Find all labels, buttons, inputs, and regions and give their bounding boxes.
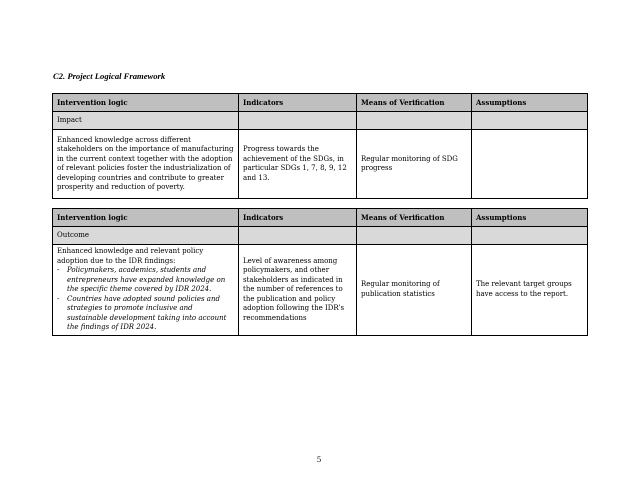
cell-means-of-verification: Regular monitoring of publication statistics [357,245,472,336]
level-empty-cell [357,227,472,245]
header-means-of-verification: Means of Verification [357,209,472,227]
cell-indicators: Progress towards the achievement of the SDGs, in particular SDGs 1, 7, 8, 9, 12 and 13. [239,130,357,199]
level-empty-cell [472,112,588,130]
header-assumptions: Assumptions [472,209,588,227]
table-row [53,245,588,336]
header-intervention-logic: Intervention logic [53,209,239,227]
table-header-row [53,94,588,112]
table-header-row [53,209,588,227]
list-item: - Policymakers, academics, students and entrepreneurs have expanded knowledge on the specific theme covered by IDR 2024. [57,266,234,295]
cell-intervention-logic [53,245,239,336]
cell-assumptions: The relevant target groups have access to the report. [472,245,588,336]
level-row-outcome [53,227,588,245]
section-title: C2. Project Logical Framework [53,71,166,81]
table-row [53,130,588,199]
cell-indicators: Level of awareness among policymakers, and other stakeholders as indicated in the number of references to the publication and policy adoption following the IDR’s recommendations [239,245,357,336]
logic-bullet-list [57,266,234,333]
logic-intro: Enhanced knowledge and relevant policy adoption due to the IDR findings: [57,247,204,265]
level-label: Outcome [53,227,239,245]
list-item: - Countries have adopted sound policies and strategies to promote inclusive and sustainable development taking into account the findings of IDR 2024. [57,295,234,333]
cell-intervention-logic: Enhanced knowledge across different stakeholders on the importance of manufacturing in the current context together with the adoption of relevant policies foster the industrialization of developing countries and contribute to greater prosperity and reduction of poverty. [53,130,239,199]
level-empty-cell [239,112,357,130]
header-means-of-verification: Means of Verification [357,94,472,112]
level-empty-cell [357,112,472,130]
level-empty-cell [239,227,357,245]
header-intervention-logic: Intervention logic [53,94,239,112]
header-indicators: Indicators [239,94,357,112]
cell-means-of-verification: Regular monitoring of SDG progress [357,130,472,199]
cell-assumptions [472,130,588,199]
level-empty-cell [472,227,588,245]
impact-table [52,93,588,199]
level-row-impact [53,112,588,130]
header-assumptions: Assumptions [472,94,588,112]
page-number: 5 [316,454,322,464]
level-label: Impact [53,112,239,130]
header-indicators: Indicators [239,209,357,227]
outcome-table [52,208,588,336]
